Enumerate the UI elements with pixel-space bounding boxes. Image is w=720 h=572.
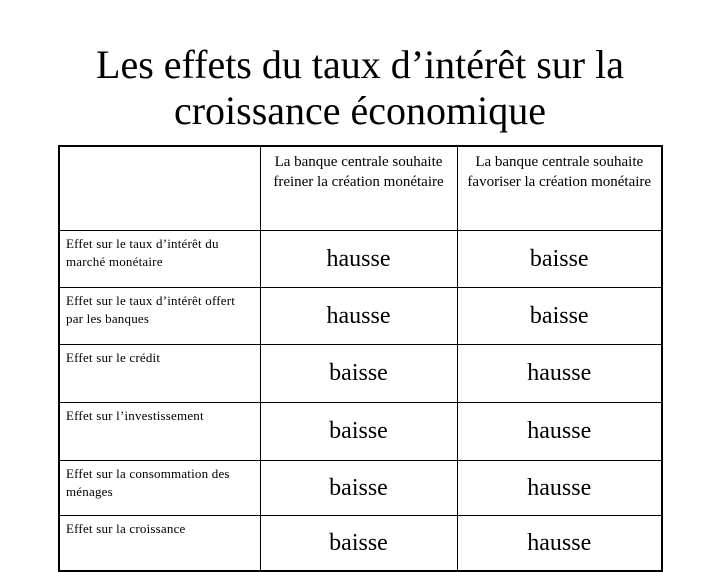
title-line-2: croissance économique — [173, 88, 547, 133]
value-cell: hausse — [457, 516, 662, 572]
header-row — [59, 146, 662, 231]
table-row — [59, 403, 662, 461]
column-header-freiner: La banque centrale souhaite freiner la création monétaire — [260, 146, 457, 231]
row-label: Effet sur la consommation des ménages — [59, 461, 260, 516]
effects-table — [58, 145, 663, 572]
row-label: Effet sur le crédit — [59, 345, 260, 403]
value-cell: hausse — [457, 345, 662, 403]
value-cell: baisse — [260, 345, 457, 403]
value-cell: hausse — [457, 403, 662, 461]
table-row — [59, 231, 662, 288]
value-cell: baisse — [260, 403, 457, 461]
row-label: Effet sur l’investissement — [59, 403, 260, 461]
table-row — [59, 461, 662, 516]
value-cell: baisse — [260, 516, 457, 572]
slide-title — [0, 42, 720, 134]
row-label: Effet sur le taux d’intérêt du marché monétaire — [59, 231, 260, 288]
value-cell: baisse — [260, 461, 457, 516]
title-line-1: Les effets du taux d’intérêt sur la — [96, 42, 624, 87]
value-cell: baisse — [457, 288, 662, 345]
table-row — [59, 516, 662, 572]
value-cell: hausse — [260, 288, 457, 345]
table-row — [59, 288, 662, 345]
row-label: Effet sur la croissance — [59, 516, 260, 572]
value-cell: hausse — [260, 231, 457, 288]
value-cell: baisse — [457, 231, 662, 288]
empty-corner-cell — [59, 146, 260, 231]
value-cell: hausse — [457, 461, 662, 516]
table-row — [59, 345, 662, 403]
row-label: Effet sur le taux d’intérêt offert par les banques — [59, 288, 260, 345]
column-header-favoriser: La banque centrale souhaite favoriser la création monétaire — [457, 146, 662, 231]
